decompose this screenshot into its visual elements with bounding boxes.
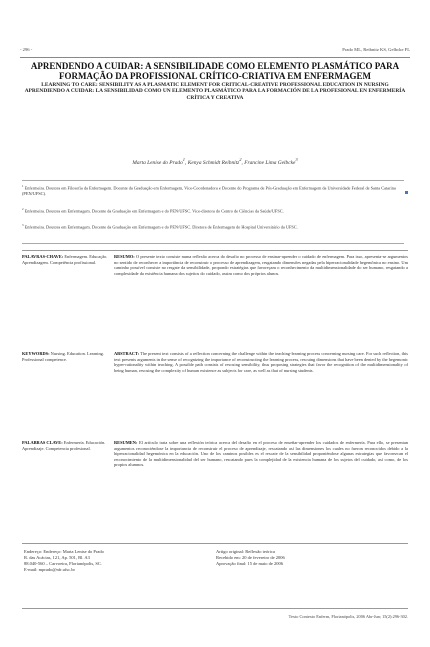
author-1-sup: 1 xyxy=(182,157,186,162)
affiliation-3 xyxy=(22,223,404,230)
affiliation-text: Enfermeira. Doutora em Filosofia da Enfermagem. Docente da Graduação em Enfermagem, Vice-Coordenadora e Docente do Programa de Pós-Graduação em Enfermagem da Universidade Federal de Santa Catarina (PEN/UFSC). xyxy=(22,185,396,197)
keywords-text: Nursing. Education. Learning. Professional competence. xyxy=(22,351,104,362)
title-english: LEARNING TO CARE: SENSIBILITY AS A PLASMATIC ELEMENT FOR CRITICAL-CREATIVE PROFESSIONAL EDUCATION IN NURSING xyxy=(41,81,389,88)
author-separator: , xyxy=(241,159,245,166)
keywords-label: PALAVRAS-CHAVE: xyxy=(22,254,64,259)
abstract-label: RESUMO: xyxy=(114,254,135,259)
affiliation-rule xyxy=(22,180,404,181)
date-line: Recebido em: 20 de fevereiro de 2006 xyxy=(216,555,285,561)
date-line: Aprovação final: 15 de maio de 2006 xyxy=(216,561,283,567)
section-rule xyxy=(22,250,408,251)
abstract-spanish xyxy=(114,440,408,468)
running-header xyxy=(20,47,410,57)
affiliation-text: Enfermeira. Doutora em Enfermagem. Docente da Graduação em Enfermagem e do PEN/UFSC. Diretora de Enfermagem do Hospital Universitário da UFSC. xyxy=(24,224,298,230)
author-list xyxy=(20,157,410,166)
abstract-label: RESUMEN: xyxy=(114,440,138,445)
footer-rule xyxy=(22,543,408,544)
keywords-text: Enfermagem. Educação. Aprendizagem. Competência profissional. xyxy=(22,254,108,265)
abstract-english xyxy=(114,351,408,373)
affiliation-text: Enfermeira. Doutora em Enfermagem. Docente da Graduação em Enfermagem e do PEN/UFSC. Vice-diretora do Centro de Ciências da Saúde/UFSC. xyxy=(24,208,284,214)
date-line: Artigo original: Reflexão teórica xyxy=(216,549,275,554)
address-line: 88.040-560 – Carvoeira, Florianópolis, SC. xyxy=(24,561,102,567)
journal-citation: Texto Contexto Enferm, Florianópolis, 2006 Abr-Jun; 15(2):296-302. xyxy=(288,614,408,619)
affiliation-rule xyxy=(22,243,404,244)
correspondence-address xyxy=(24,549,184,573)
abstract-label: ABSTRACT: xyxy=(114,351,140,356)
affiliation-number: 2 xyxy=(22,207,24,211)
keywords-portuguese xyxy=(22,254,108,265)
keywords-label: KEYWORDS: xyxy=(22,351,50,356)
address-line: Endereço: Endereço: Marta Lenise do Prado xyxy=(24,549,104,554)
footer-rule xyxy=(22,608,408,609)
affiliation-number: 3 xyxy=(22,223,24,227)
header-rule xyxy=(20,57,410,58)
affiliation-number: 1 xyxy=(22,184,24,188)
author-separator: , xyxy=(185,159,188,166)
author-2-sup: 2 xyxy=(239,157,242,162)
abstract-text: O presente texto consiste numa reflexão acerca do desafio no processo de ensinar-aprender o cuidado de enfermagem. Para isso, apresenta-se argumentos no sentido de reconhecer a importância de reconstruir o processo de aprendizagem, resgatando dimensões negadas pela hiperracionalidade hegemônica no ensino. Um caminho possível consiste no resgate da sensibilidade, propondo estratégias que favoreçam o reconhecimento da multidimensionalidade do ser humano, resgatando a complexidade da existência humana dos sujeitos do cuidado, assim como dos próprios alunos. xyxy=(114,254,408,276)
author-1: Marta Lenise do Prado xyxy=(132,159,183,166)
address-line: R. das Acácias, 121, Ap. 501, Bl. A3 xyxy=(24,555,90,561)
abstract-text: The present text consists of a reflection concerning the challenge within the teaching-learning process concerning nursing care. For such reflection, this text presents arguments in the sense of recognizing the importance of reconstructing the learning process, rescuing dimensions that have been denied by the hegemonic hyper-rationality within teaching. A possible path consists of rescuing sensibility, thus proposing strategies that favor the recognition of the multidimensionality of being human, rescuing the complexity of human existence as subjects for care, as well as that of nursing students. xyxy=(114,351,408,373)
affiliation-1 xyxy=(22,184,404,197)
email-line: E-mail: mprado@nfr.ufsc.br xyxy=(24,567,76,573)
abstract-portuguese xyxy=(114,254,408,276)
blue-marker xyxy=(405,191,408,194)
title-spanish: APRENDIENDO A CUIDAR: LA SENSIBILIDAD COMO UN ELEMENTO PLASMÁTICO PARA LA FORMACIÓN DE LA PROFESIONAL EN ENFERMERÍA CRÍTICA Y CREATIVA xyxy=(24,88,406,101)
title-block xyxy=(20,61,410,101)
abstract-text: El artículo trata sobre una reflexión teórica acerca del desafío en el proceso de enseñar-aprender los cuidados de enfermería. Para ello, se presentan argumentos reconociéndose la importancia de reconstruir el proceso de aprendizaje, rescatando así las dimensiones los cuales no fueron reconocidos debido a la hiperracionalidad hegemónica en la educación. Uno de los caminos posibles es el rescate de la sensibilidad proponiéndose algunas estrategias que favorezcan el reconocimiento de la multidimensionalidad del ser humano, rescatando pues la complejidad de la existencia humana de los sujetos del cuidado, así como, de los propios alumnos. xyxy=(114,440,408,468)
keywords-text: Enfermería. Educación. Aprendizaje. Competencia profesional. xyxy=(22,440,106,451)
affiliation-2 xyxy=(22,207,404,214)
article-dates xyxy=(216,549,376,567)
keywords-spanish xyxy=(22,440,108,451)
running-head: Prado ML, Reibnitz KS, Gelbcke FL xyxy=(342,47,410,52)
author-3: Francine Lima Gelbcke xyxy=(244,159,296,166)
keywords-label: PALABRAS CLAVE: xyxy=(22,440,63,445)
author-3-sup: 3 xyxy=(295,157,298,162)
page-number: - 296 - xyxy=(20,47,33,52)
author-2: Kenya Schmidt Reibnitz xyxy=(187,159,240,166)
keywords-english xyxy=(22,351,108,362)
title-portuguese: APRENDENDO A CUIDAR: A SENSIBILIDADE COMO ELEMENTO PLASMÁTICO PARA FORMAÇÃO DA PROFISSIONAL CRÍTICO-CRIATIVA EM ENFERMAGEM xyxy=(30,61,400,82)
